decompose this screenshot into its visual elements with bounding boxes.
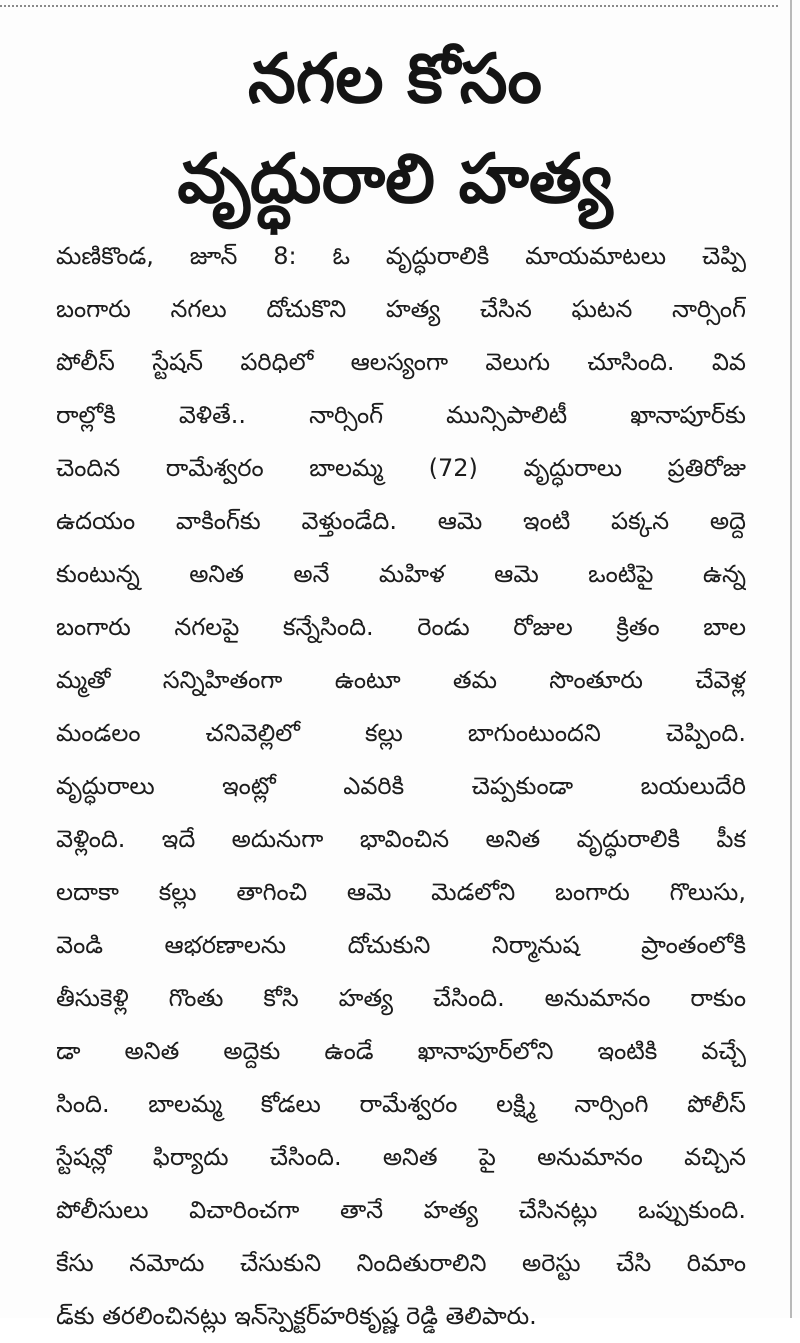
article-body xyxy=(56,230,746,1343)
body-line: మ్మతో సన్నిహితంగా ఉంటూ తమ సొంతూరు చేవెళ్ల xyxy=(56,666,746,694)
body-line: తీసుకెళ్లి గొంతు కోసి హత్య చేసింది. అనుమానం రాకుం xyxy=(56,984,746,1012)
body-line: పోలీస్ స్టేషన్ పరిధిలో ఆలస్యంగా వెలుగు చూసింది. వివ xyxy=(56,348,746,376)
body-line: లదాకా కల్లు తాగించి ఆమె మెడలోని బంగారు గొలుసు, xyxy=(56,878,746,906)
body-line: డ్‌కు తరలించినట్లు ఇన్‌స్పెక్టర్‌హరికృష్ణ రెడ్డి తెలిపారు. xyxy=(56,1302,537,1330)
body-line: వెండి ఆభరణాలను దోచుకుని నిర్మానుష ప్రాంతంలోకి xyxy=(56,931,746,959)
top-dotted-rule xyxy=(0,0,778,7)
body-line: ఉదయం వాకింగ్‌కు వెళ్తుండేది. ఆమె ఇంటి పక్కన అద్దె xyxy=(56,507,746,535)
body-line: రాల్లోకి వెళితే.. నార్సింగ్ మున్సిపాలిటీ ఖానాపూర్‌కు xyxy=(56,401,746,429)
body-line: బంగారు నగలు దోచుకొని హత్య చేసిన ఘటన నార్సింగ్ xyxy=(56,295,746,323)
headline-line-1: నగల కోసం xyxy=(248,40,542,119)
body-line: వృద్ధురాలు ఇంట్లో ఎవరికి చెప్పకుండా బయలుదేరి xyxy=(56,772,746,800)
body-line: కేసు నమోదు చేసుకుని నిందితురాలిని అరెస్టు చేసి రిమాం xyxy=(56,1249,746,1277)
body-line: చెందిన రామేశ్వరం బాలమ్మ (72) వృద్ధురాలు ప్రతిరోజు xyxy=(56,454,746,482)
body-line: స్టేషన్లో ఫిర్యాదు చేసింది. అనిత పై అనుమానం వచ్చిన xyxy=(56,1143,746,1171)
body-line: మణికొండ, జూన్ 8: ఓ వృద్ధురాలికి మాయమాటలు చెప్పి xyxy=(56,242,746,270)
headline-line-2: వృద్ధురాలి హత్య xyxy=(177,140,613,219)
body-line: వెళ్లింది. ఇదే అదునుగా భావించిన అనిత వృద్ధురాలికి పీక xyxy=(56,825,746,853)
body-line: మండలం చనివెల్లిలో కల్లు బాగుంటుందని చెప్పింది. xyxy=(56,719,746,747)
headline xyxy=(30,30,760,230)
body-line: బంగారు నగలపై కన్నేసింది. రెండు రోజుల క్రితం బాల xyxy=(56,613,746,641)
body-line: పోలీసులు విచారించగా తానే హత్య చేసినట్లు ఒప్పుకుంది. xyxy=(56,1196,746,1224)
body-line: సింది. బాలమ్మ కోడలు రామేశ్వరం లక్ష్మి నార్సింగి పోలీస్ xyxy=(56,1090,746,1118)
body-line: డా అనిత అద్దెకు ఉండే ఖానాపూర్‌లోని ఇంటికి వచ్చే xyxy=(56,1037,746,1065)
body-line: కుంటున్న అనిత అనే మహిళ ఆమె ఒంటిపై ఉన్న xyxy=(56,560,746,588)
column-divider xyxy=(790,0,792,1318)
